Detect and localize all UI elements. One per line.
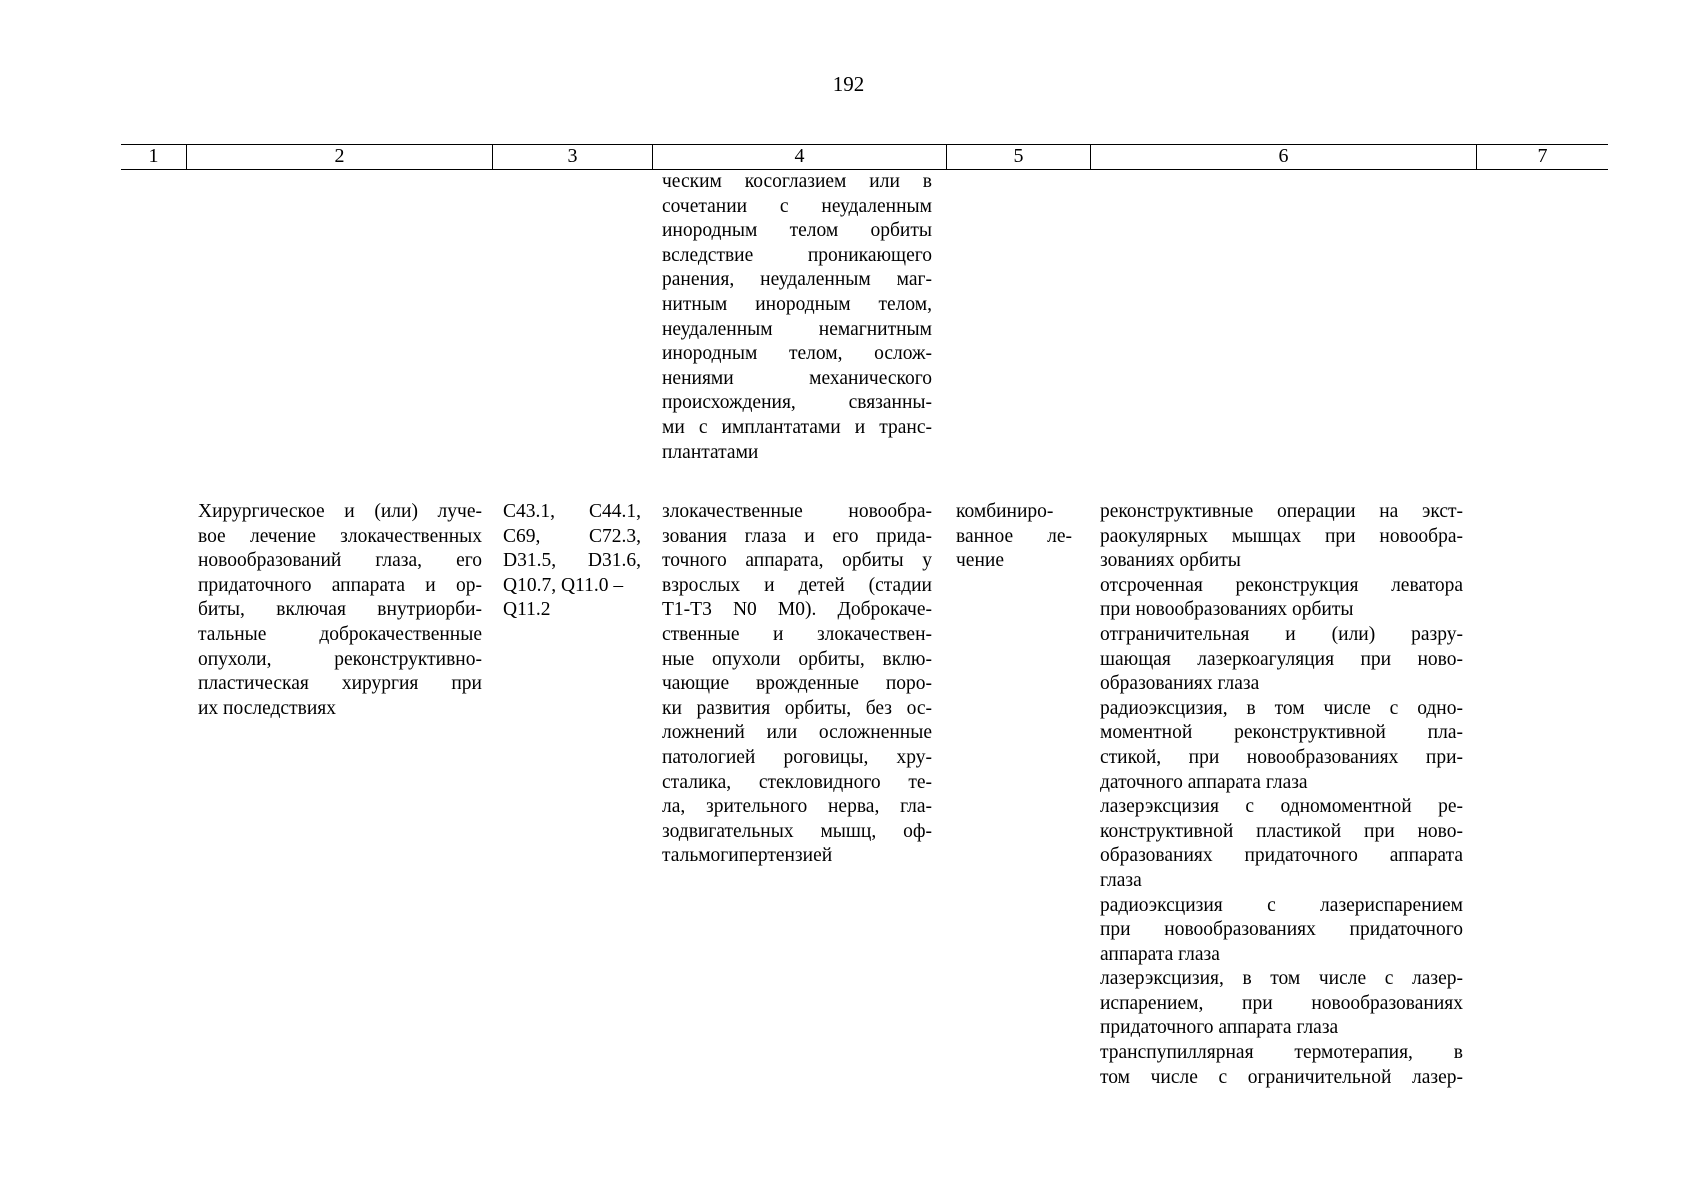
text-line: вое лечение злокачественных: [198, 525, 482, 547]
text-line: даточного аппарата глаза: [1100, 771, 1308, 793]
text-line: сталика, стекловидного те-: [662, 771, 932, 793]
text-line: транспупиллярная термотерапия, в: [1100, 1042, 1463, 1064]
text-line: образованиях глаза: [1100, 673, 1260, 695]
text-line: инородным телом, ослож-: [662, 343, 932, 365]
text-line: отсроченная реконструкция леватора: [1100, 574, 1463, 596]
header-cell-7: 7: [1537, 145, 1548, 167]
text-line: реконструктивные операции на экст-: [1100, 501, 1463, 522]
text-line: зования глаза и его прида-: [662, 525, 932, 547]
text-line: ми с имплантатами и транс-: [662, 416, 932, 438]
text-line: нитным инородным телом,: [662, 293, 932, 315]
text-line: отграничительная и (или) разру-: [1100, 623, 1463, 645]
text-line: образованиях придаточного аппарата: [1100, 845, 1463, 867]
text-line: происхождения, связанны-: [662, 392, 932, 414]
text-line: придаточного аппарата и ор-: [198, 574, 482, 596]
text-line: аппарата глаза: [1100, 943, 1220, 965]
text-line: ные опухоли орбиты, вклю-: [662, 648, 932, 670]
text-line: стикой, при новообразованиях при-: [1100, 746, 1463, 768]
text-line: опухоли, реконструктивно-: [198, 648, 482, 670]
text-line: чающие врожденные поро-: [662, 673, 932, 695]
text-line: глаза: [1100, 869, 1142, 891]
text-line: лазерэксцизия с одномоментной ре-: [1100, 796, 1463, 818]
text-line: моментной реконструктивной пла-: [1100, 722, 1463, 744]
row-col5-treatment-type: [956, 500, 1072, 574]
text-line: патологией роговицы, хру-: [662, 746, 932, 768]
text-line: при новообразованиях орбиты: [1100, 599, 1354, 621]
text-line: ческим косоглазием или в: [662, 171, 932, 192]
text-line: пластическая хирургия при: [198, 673, 482, 695]
text-line: радиоэксцизия с лазериспарением: [1100, 894, 1463, 916]
text-line: том числе с ограничительной лазер-: [1100, 1066, 1463, 1088]
table-header-row: [121, 144, 1608, 170]
text-line: плантатами: [662, 441, 759, 463]
row-col3-icd-codes: [503, 500, 641, 623]
text-line: зованиях орбиты: [1100, 550, 1241, 572]
header-cell-2: 2: [187, 145, 493, 169]
text-line: Q10.7, Q11.0 –: [503, 574, 624, 596]
text-line: C43.1, C44.1,: [503, 501, 641, 522]
text-line: шающая лазеркоагуляция при ново-: [1100, 648, 1463, 670]
text-line: взрослых и детей (стадии: [662, 574, 932, 596]
text-line: Хирургическое и (или) луче-: [198, 501, 482, 522]
text-line: чение: [956, 550, 1004, 572]
text-line: зодвигательных мышц, оф-: [662, 820, 932, 842]
row-col6-treatment-methods: [1100, 500, 1463, 1090]
text-line: ственные и злокачествен-: [662, 623, 932, 645]
text-line: точного аппарата, орбиты у: [662, 550, 932, 572]
text-line: ложнений или осложненные: [662, 722, 932, 744]
text-line: тальные доброкачественные: [198, 623, 482, 645]
text-line: C69, C72.3,: [503, 525, 641, 547]
continuation-col4-text: [662, 170, 932, 465]
text-line: испарением, при новообразованиях: [1100, 992, 1463, 1014]
header-cell-3: 3: [493, 145, 653, 169]
text-line: ла, зрительного нерва, гла-: [662, 796, 932, 818]
text-line: раокулярных мышцах при новообра-: [1100, 525, 1463, 547]
row-col2-method: [198, 500, 482, 721]
text-line: Q11.2: [503, 599, 551, 621]
text-line: неудаленным немагнитным: [662, 318, 932, 340]
text-line: комбиниро-: [956, 501, 1054, 522]
header-cell-4: 4: [653, 145, 947, 169]
text-line: конструктивной пластикой при ново-: [1100, 820, 1463, 842]
page-number: 192: [832, 72, 865, 96]
text-line: вследствие проникающего: [662, 244, 932, 266]
text-line: инородным телом орбиты: [662, 220, 932, 242]
text-line: ванное ле-: [956, 525, 1072, 547]
text-line: новообразований глаза, его: [198, 550, 482, 572]
text-line: их последствиях: [198, 697, 336, 719]
header-cell-6: 6: [1091, 145, 1477, 169]
text-line: сочетании с неудаленным: [662, 195, 932, 217]
text-line: T1-T3 N0 M0). Доброкаче-: [662, 599, 932, 621]
text-line: ранения, неудаленным маг-: [662, 269, 932, 291]
text-line: тальмогипертензией: [662, 845, 833, 867]
text-line: нениями механического: [662, 367, 932, 389]
text-line: D31.5, D31.6,: [503, 550, 641, 572]
text-line: лазерэксцизия, в том числе с лазер-: [1100, 968, 1463, 990]
text-line: ки развития орбиты, без ос-: [662, 697, 932, 719]
header-cell-5: 5: [947, 145, 1091, 169]
text-line: придаточного аппарата глаза: [1100, 1017, 1339, 1039]
text-line: биты, включая внутриорби-: [198, 599, 482, 621]
text-line: радиоэксцизия, в том числе с одно-: [1100, 697, 1463, 719]
header-cell-1: 1: [121, 145, 187, 169]
text-line: при новообразованиях придаточного: [1100, 919, 1463, 941]
row-col4-diagnosis: [662, 500, 932, 869]
text-line: злокачественные новообра-: [662, 501, 932, 522]
